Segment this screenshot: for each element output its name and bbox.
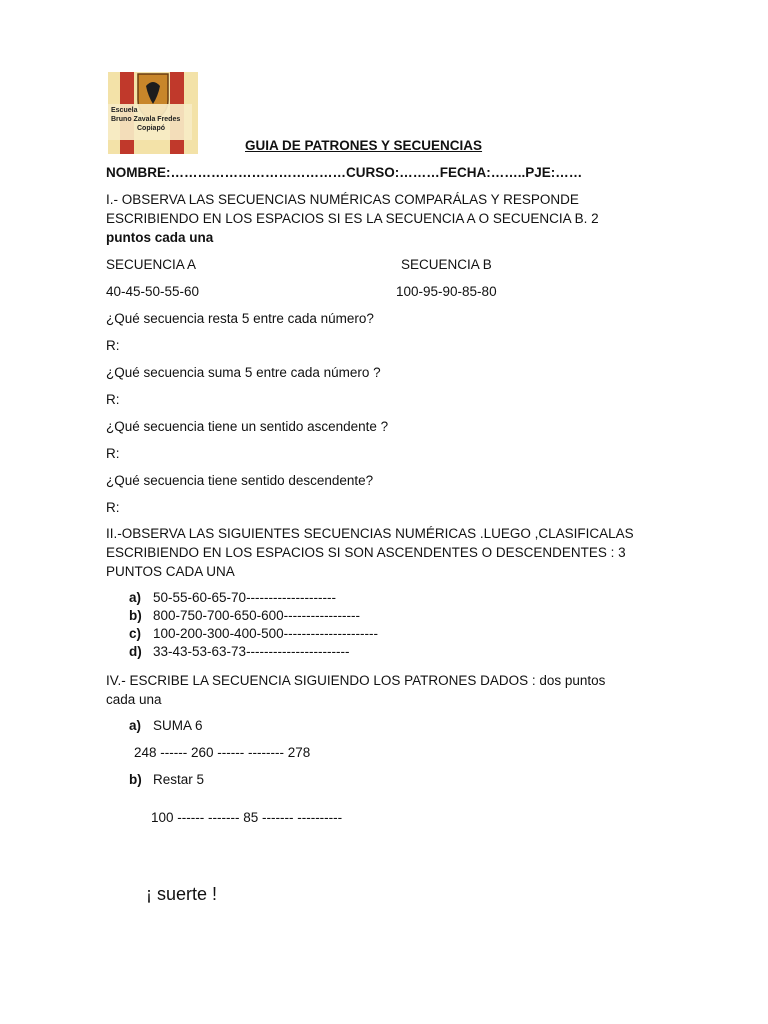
section1-instruction: puntos cada una (106, 230, 214, 245)
pattern-a-sequence: 248 ------ 260 ------ -------- 278 (134, 745, 311, 760)
section4-instruction: cada una (106, 692, 162, 707)
list-item (129, 608, 360, 623)
list-item-label: b) (129, 608, 142, 623)
pattern-b-label: b) (129, 772, 142, 787)
answer-field[interactable]: R: (106, 446, 120, 461)
school-logo (108, 72, 198, 154)
list-item-text: 100-200-300-400-500--------------------- (153, 626, 379, 641)
list-item-text: 50-55-60-65-70-------------------- (153, 590, 336, 605)
list-item-label: a) (129, 590, 142, 605)
school-logo-line: Escuela (111, 107, 138, 114)
section2-instruction: PUNTOS CADA UNA (106, 564, 235, 579)
pattern-b (129, 772, 204, 787)
section4-instruction: IV.- ESCRIBE LA SECUENCIA SIGUIENDO LOS PATRONES DADOS : dos puntos (106, 673, 606, 688)
student-info-line: NOMBRE:…………………………………CURSO:………FECHA:……..PJE:…… (106, 165, 583, 180)
school-logo-text (111, 106, 191, 133)
pattern-a-label: a) (129, 718, 142, 733)
list-item-text: 800-750-700-650-600----------------- (153, 608, 361, 623)
list-item-label: c) (129, 626, 142, 641)
list-item-label: d) (129, 644, 142, 659)
page-title: GUIA DE PATRONES Y SECUENCIAS (245, 138, 483, 153)
school-logo-line: Copiapó (137, 125, 165, 132)
section2-instruction: ESCRIBIENDO EN LOS ESPACIOS SI SON ASCENDENTES O DESCENDENTES : 3 (106, 545, 626, 560)
pattern-a-text: SUMA 6 (153, 718, 203, 733)
list-item-text: 33-43-53-63-73----------------------- (153, 644, 350, 659)
section2-instruction: II.-OBSERVA LAS SIGUIENTES SECUENCIAS NUMÉRICAS .LUEGO ,CLASIFICALAS (106, 526, 634, 541)
pattern-b-sequence: 100 ------ ------- 85 ------- ---------- (151, 810, 343, 825)
list-item (129, 590, 336, 605)
answer-field[interactable]: R: (106, 392, 120, 407)
section1-instruction: I.- OBSERVA LAS SECUENCIAS NUMÉRICAS COMPARÁLAS Y RESPONDE (106, 192, 579, 207)
closing-message: ¡ suerte ! (146, 884, 218, 904)
pattern-b-text: Restar 5 (153, 772, 205, 787)
question: ¿Qué secuencia suma 5 entre cada número ? (106, 365, 381, 380)
answer-field[interactable]: R: (106, 500, 120, 515)
sequence-a-values: 40-45-50-55-60 (106, 284, 200, 299)
list-item (129, 626, 378, 641)
question: ¿Qué secuencia tiene un sentido ascendente ? (106, 419, 389, 434)
school-logo-line: Bruno Zavala Fredes (111, 116, 181, 123)
list-item (129, 644, 349, 659)
answer-field[interactable]: R: (106, 338, 120, 353)
question: ¿Qué secuencia tiene sentido descendente? (106, 473, 374, 488)
question: ¿Qué secuencia resta 5 entre cada número? (106, 311, 374, 326)
pattern-a (129, 718, 203, 733)
sequence-a-label: SECUENCIA A (106, 257, 197, 272)
sequence-b-label: SECUENCIA B (401, 257, 492, 272)
section1-instruction: ESCRIBIENDO EN LOS ESPACIOS SI ES LA SECUENCIA A O SECUENCIA B. 2 (106, 211, 599, 226)
sequence-b-values: 100-95-90-85-80 (396, 284, 497, 299)
